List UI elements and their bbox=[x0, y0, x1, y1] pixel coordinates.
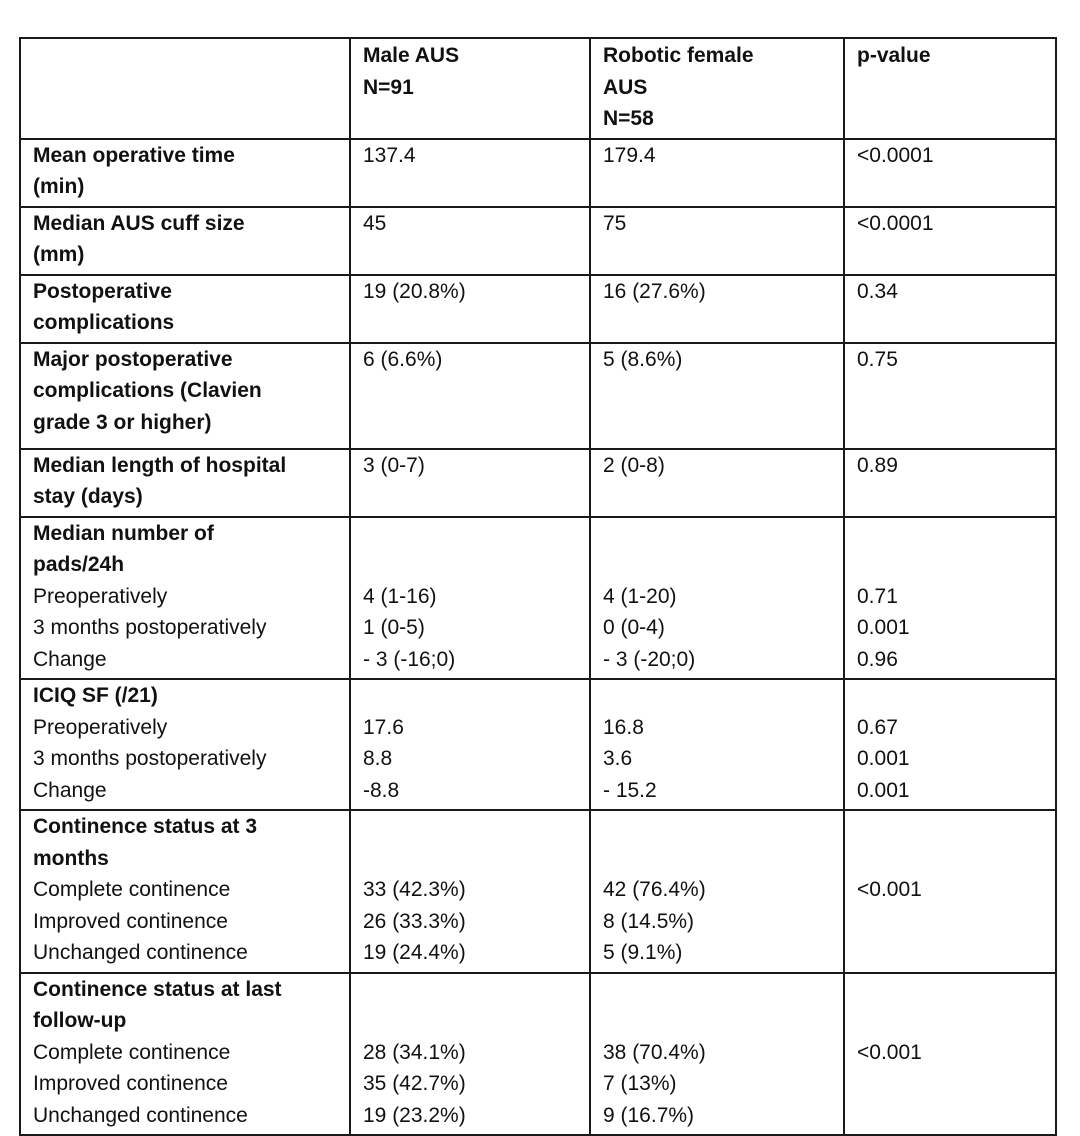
male-value: 137.4 bbox=[350, 139, 590, 207]
p-value: <0.0001 bbox=[844, 207, 1056, 275]
row-label: Major postoperative complications (Clavien grade 3 or higher) bbox=[20, 343, 350, 449]
row-label: Continence status at last follow-up Complete continence Improved continence Unchanged continence bbox=[20, 973, 350, 1136]
female-value: 75 bbox=[590, 207, 844, 275]
p-value: 0.71 0.001 0.96 bbox=[844, 517, 1056, 680]
row-label: Continence status at 3 months Complete continence Improved continence Unchanged continence bbox=[20, 810, 350, 973]
row-label: Mean operative time (min) bbox=[20, 139, 350, 207]
female-value: 2 (0-8) bbox=[590, 449, 844, 517]
sublabel: Unchanged continence bbox=[33, 941, 248, 964]
p-value: 0.67 0.001 0.001 bbox=[844, 679, 1056, 810]
male-value: 3 (0-7) bbox=[350, 449, 590, 517]
male-value: 33 (42.3%) 26 (33.3%) 19 (24.4%) bbox=[350, 810, 590, 973]
sublabel: Preoperatively bbox=[33, 584, 168, 608]
header-p-value: p-value bbox=[844, 38, 1056, 139]
table-row-continence-3-months bbox=[20, 810, 1056, 973]
sublabel: Preoperatively bbox=[33, 715, 168, 739]
table-row-cuff-size bbox=[20, 207, 1056, 275]
row-label: Postoperative complications bbox=[20, 275, 350, 343]
header-robotic-female-aus: Robotic female AUS N=58 bbox=[590, 38, 844, 139]
male-value: 6 (6.6%) bbox=[350, 343, 590, 449]
table-row-operative-time bbox=[20, 139, 1056, 207]
header-male-aus: Male AUS N=91 bbox=[350, 38, 590, 139]
sublabel: Change bbox=[33, 647, 107, 671]
sublabel: Complete continence bbox=[33, 878, 231, 901]
sublabel: Complete continence bbox=[33, 1040, 231, 1064]
female-value: 16 (27.6%) bbox=[590, 275, 844, 343]
male-value: 28 (34.1%) 35 (42.7%) 19 (23.2%) bbox=[350, 973, 590, 1136]
male-value: 45 bbox=[350, 207, 590, 275]
sublabel: Improved continence bbox=[33, 1072, 228, 1095]
p-value: <0.001 bbox=[844, 973, 1056, 1136]
row-label: ICIQ SF (/21) Preoperatively 3 months postoperatively Change bbox=[20, 679, 350, 810]
male-value: 17.6 8.8 -8.8 bbox=[350, 679, 590, 810]
sublabel: 3 months postoperatively bbox=[33, 747, 267, 770]
p-value: 0.89 bbox=[844, 449, 1056, 517]
female-value: 4 (1-20) 0 (0-4) - 3 (-20;0) bbox=[590, 517, 844, 680]
female-value: 42 (76.4%) 8 (14.5%) 5 (9.1%) bbox=[590, 810, 844, 973]
p-value: <0.001 bbox=[844, 810, 1056, 973]
table-row-major-complications bbox=[20, 343, 1056, 449]
table-row-continence-last-follow-up bbox=[20, 973, 1056, 1136]
sublabel: Improved continence bbox=[33, 909, 228, 933]
male-value: 4 (1-16) 1 (0-5) - 3 (-16;0) bbox=[350, 517, 590, 680]
p-value: <0.0001 bbox=[844, 139, 1056, 207]
table-row-iciq-sf bbox=[20, 679, 1056, 810]
sublabel: Change bbox=[33, 778, 107, 802]
p-value: 0.34 bbox=[844, 275, 1056, 343]
female-value: 16.8 3.6 - 15.2 bbox=[590, 679, 844, 810]
female-value: 38 (70.4%) 7 (13%) 9 (16.7%) bbox=[590, 973, 844, 1136]
results-table bbox=[19, 37, 1057, 1136]
table-row-pads bbox=[20, 517, 1056, 680]
p-value: 0.75 bbox=[844, 343, 1056, 449]
female-value: 179.4 bbox=[590, 139, 844, 207]
table-row-hospital-stay bbox=[20, 449, 1056, 517]
sublabel: Unchanged continence bbox=[33, 1103, 248, 1127]
header-row bbox=[20, 38, 1056, 139]
female-value: 5 (8.6%) bbox=[590, 343, 844, 449]
row-label: Median number of pads/24h Preoperatively 3 months postoperatively Change bbox=[20, 517, 350, 680]
row-label: Median AUS cuff size (mm) bbox=[20, 207, 350, 275]
row-label: Median length of hospital stay (days) bbox=[20, 449, 350, 517]
male-value: 19 (20.8%) bbox=[350, 275, 590, 343]
table-row-postoperative-complications bbox=[20, 275, 1056, 343]
sublabel: 3 months postoperatively bbox=[33, 616, 267, 639]
header-empty-cell bbox=[20, 38, 350, 139]
